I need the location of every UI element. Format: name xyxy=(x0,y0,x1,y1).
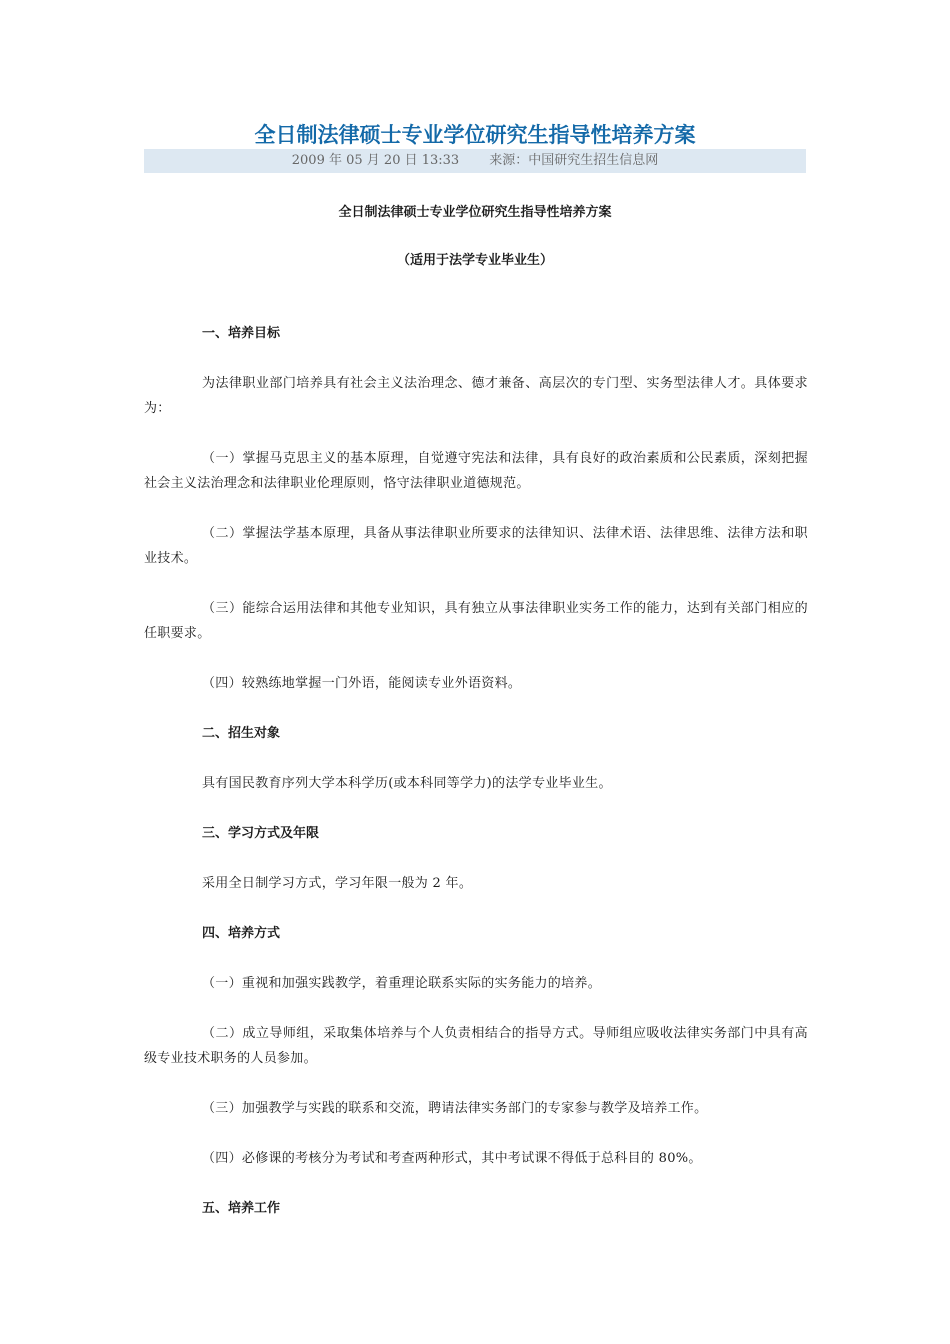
publish-date: 2009 年 05 月 20 日 13:33 xyxy=(291,153,460,168)
paragraph: 为法律职业部门培养具有社会主义法治理念、德才兼备、高层次的专门型、实务型法律人才。具体要求为： xyxy=(144,376,808,416)
paragraph: 采用全日制学习方式，学习年限一般为 2 年。 xyxy=(202,876,473,891)
list-item: （三）能综合运用法律和其他专业知识，具有独立从事法律职业实务工作的能力，达到有关部门相应的任职要求。 xyxy=(144,601,808,641)
section-heading: 三、学习方式及年限 xyxy=(202,826,320,841)
list-item: （四）必修课的考核分为考试和考查两种形式，其中考试课不得低于总科目的 80%。 xyxy=(202,1151,702,1166)
section-heading: 二、招生对象 xyxy=(202,726,281,741)
document-subtitle: （适用于法学专业毕业生） xyxy=(396,253,553,268)
section-heading: 五、培养工作 xyxy=(202,1201,281,1216)
list-item: （一）掌握马克思主义的基本原理，自觉遵守宪法和法律，具有良好的政治素质和公民素质，深刻把握社会主义法治理念和法律职业伦理原则，恪守法律职业道德规范。 xyxy=(144,451,808,491)
meta-bar xyxy=(144,149,806,173)
section-heading: 四、培养方式 xyxy=(202,926,281,941)
list-item: （二）掌握法学基本原理，具备从事法律职业所要求的法律知识、法律术语、法律思维、法律方法和职业技术。 xyxy=(144,526,808,566)
list-item: （四）较熟练地掌握一门外语，能阅读专业外语资料。 xyxy=(202,676,522,691)
list-item: （二）成立导师组，采取集体培养与个人负责相结合的指导方式。导师组应吸收法律实务部门中具有高级专业技术职务的人员参加。 xyxy=(144,1026,808,1066)
page-title: 全日制法律硕士专业学位研究生指导性培养方案 xyxy=(254,123,696,147)
document-body xyxy=(144,321,808,1221)
list-item: （一）重视和加强实践教学，着重理论联系实际的实务能力的培养。 xyxy=(202,976,602,991)
document-title: 全日制法律硕士专业学位研究生指导性培养方案 xyxy=(338,205,612,220)
section-heading: 一、培养目标 xyxy=(202,326,281,341)
paragraph: 具有国民教育序列大学本科学历(或本科同等学力)的法学专业毕业生。 xyxy=(202,776,612,791)
list-item: （三）加强教学与实践的联系和交流，聘请法律实务部门的专家参与教学及培养工作。 xyxy=(202,1101,708,1116)
source-label: 来源：中国研究生招生信息网 xyxy=(489,153,659,168)
